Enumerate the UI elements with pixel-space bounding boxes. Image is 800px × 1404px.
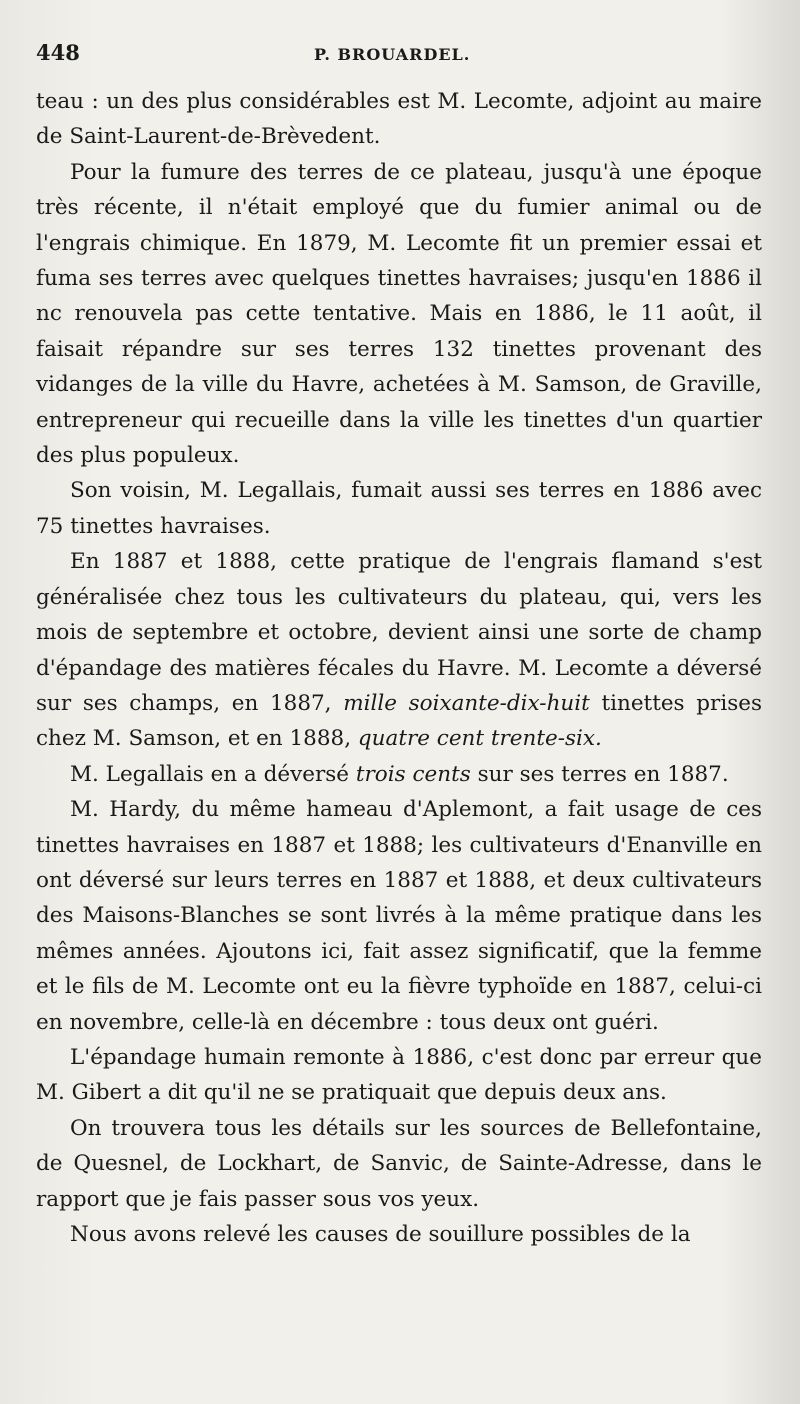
italic-phrase: mille soixante-dix-huit (343, 690, 590, 716)
italic-phrase: quatre cent trente-six. (357, 726, 602, 752)
paragraph-legallais-1887 (36, 757, 762, 792)
italic-phrase: trois cents (355, 761, 471, 787)
paragraph-sources: On trouvera tous les détails sur les sources de Bellefontaine, de Quesnel, de Lockhart, de Sanvic, de Sainte-Adresse, dans le rapport que je fais passer sous vos yeux. (36, 1115, 762, 1212)
page-number: 448 (36, 40, 80, 65)
paragraph-1887-1888 (36, 544, 762, 756)
paragraph-text: M. Legallais en a déversé (70, 761, 350, 787)
paragraph-text: En 1887 et 1888, cette pratique de l'engrais flamand s'est généralisée chez tous les cultivateurs du plateau, qui, vers les mois de septembre et octobre, devient ainsi une sorte de champ d'épandage des matières fécales du Havre. M. Lecomte a déversé sur ses champs, en 1887, (36, 549, 762, 716)
paragraph-text: tinettes prises chez M. Samson, et en 1888, (36, 690, 762, 752)
paragraph-epandage: L'épandage humain remonte à 1886, c'est donc par erreur que M. Gibert a dit qu'il ne se pratiquait que depuis deux ans. (36, 1044, 762, 1106)
paragraph-continuation: teau : un des plus considérables est M. Lecomte, adjoint au maire de Saint-Laurent-de-Brèvedent. (36, 89, 762, 150)
paragraph-hardy: M. Hardy, du même hameau d'Aplemont, a fait usage de ces tinettes havraises en 1887 et 1888; les cultivateurs d'Enanville en ont déversé sur leurs terres en 1887 et 1888, et deux cultivateurs des Maisons-Blanches se sont livrés à la même pratique dans les mêmes années. Ajoutons ici, fait assez significatif, que la femme et le fils de M. Lecomte ont eu la fièvre typhoïde en 1887, celui-ci en novembre, celle-là en décembre : tous deux ont guéri. (36, 797, 762, 1035)
page-header (36, 40, 762, 84)
paragraph-souillure: Nous avons relevé les causes de souillure possibles de la (70, 1222, 691, 1247)
paragraph-legallais-1886: Son voisin, M. Legallais, fumait aussi ses terres en 1886 avec 75 tinettes havraises. (36, 478, 762, 539)
paragraph-text: sur ses terres en 1887. (477, 761, 729, 787)
body-text (36, 84, 762, 1252)
running-head: P. BROUARDEL. (314, 45, 471, 64)
paragraph-fumure: Pour la fumure des terres de ce plateau, jusqu'à une époque très récente, il n'était employé que du fumier animal ou de l'engrais chimique. En 1879, M. Lecomte fit un premier essai et fuma ses terres avec quelques tinettes havraises; jusqu'en 1886 il nc renouvela pas cette tentative. Mais en 1886, le 11 août, il faisait répandre sur ses terres 132 tinettes provenant des vidanges de la ville du Havre, achetées à M. Samson, de Graville, entrepreneur qui recueille dans la ville les tinettes d'un quartier des plus populeux. (36, 159, 762, 469)
